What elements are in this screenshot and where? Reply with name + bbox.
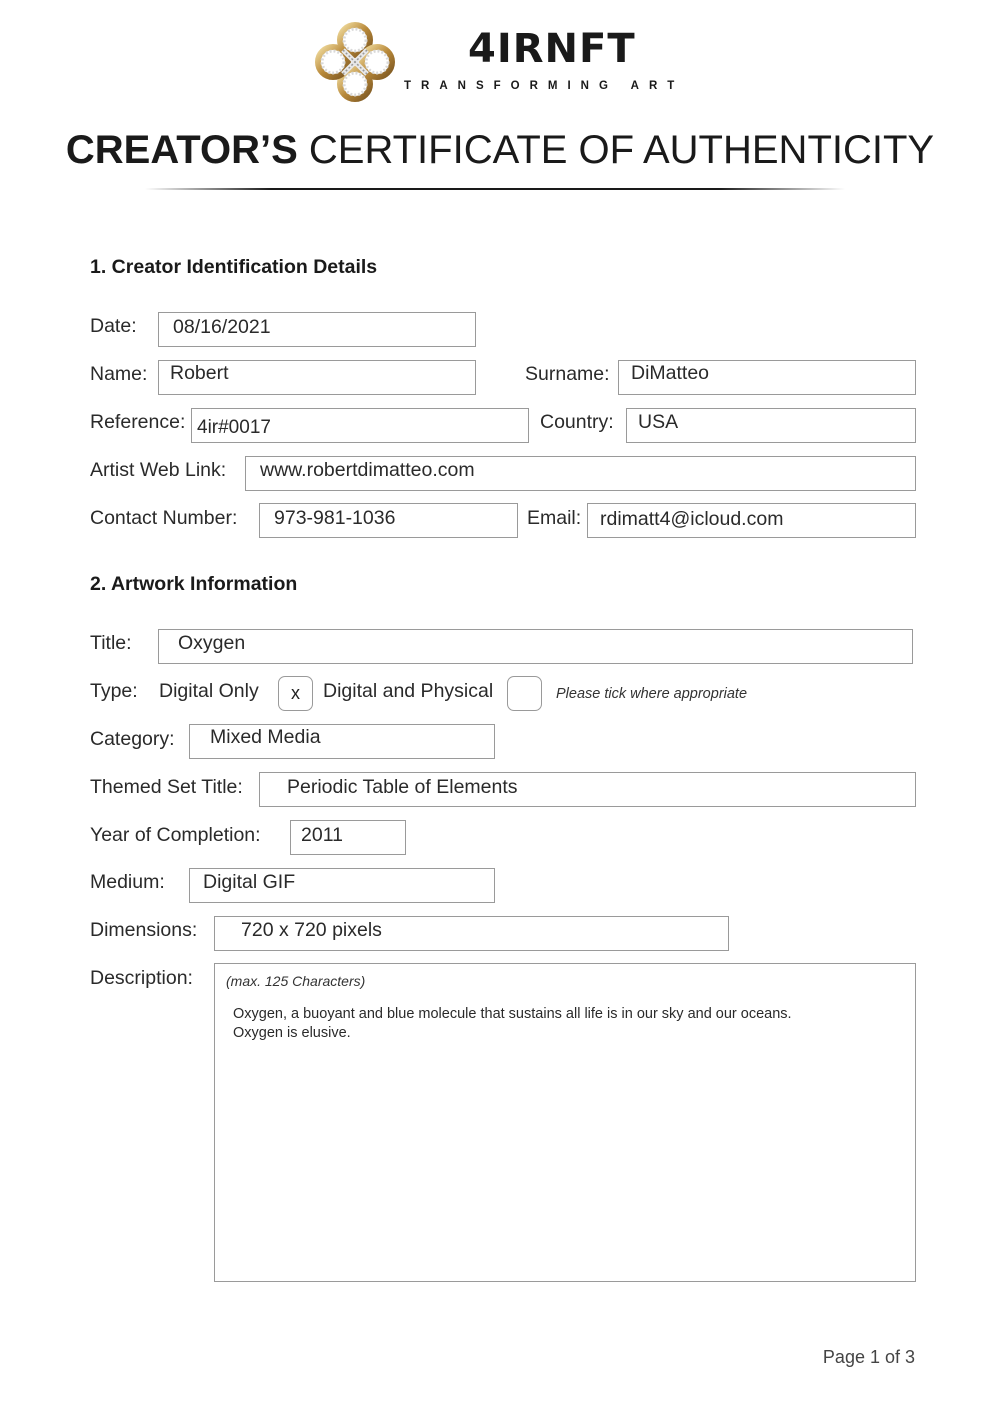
gold-diamond-knot-logo-icon [315, 22, 395, 102]
type-hint: Please tick where appropriate [556, 686, 748, 702]
date-label: Date: [90, 315, 137, 337]
category-value: Mixed Media [210, 726, 321, 748]
themed-value: Periodic Table of Elements [287, 776, 518, 798]
medium-label: Medium: [90, 871, 165, 893]
category-label: Category: [90, 728, 175, 750]
country-value: USA [638, 411, 679, 433]
dimensions-value: 720 x 720 pixels [241, 919, 382, 941]
medium-value: Digital GIF [203, 871, 296, 893]
page-number: Page 1 of 3 [822, 1347, 915, 1367]
name-label: Name: [90, 363, 148, 385]
title-value: Oxygen [178, 632, 246, 654]
page-title-bold: CREATOR’S [65, 128, 298, 172]
surname-label: Surname: [525, 363, 610, 385]
brand-name: 4IRNFT [468, 26, 636, 72]
themed-label: Themed Set Title: [90, 776, 243, 798]
section-heading-artwork: 2. Artwork Information [90, 573, 298, 595]
contact-label: Contact Number: [90, 507, 238, 529]
description-value: Oxygen, a buoyant and blue molecule that sustains all life is in our sky and our oceans. Oxygen is elusive. [233, 1006, 792, 1041]
email-value: rdimatt4@icloud.com [600, 508, 784, 530]
year-value: 2011 [301, 824, 343, 846]
brand-tagline: TRANSFORMING ART [404, 80, 685, 92]
digital-only-checkbox[interactable]: x [278, 676, 313, 711]
title-label: Title: [90, 632, 132, 654]
email-label: Email: [527, 507, 582, 529]
contact-value: 973-981-1036 [274, 507, 396, 529]
type-digital-physical-label: Digital and Physical [323, 680, 494, 702]
reference-value: 4ir#0017 [197, 417, 271, 438]
type-digital-only-label: Digital Only [159, 680, 259, 702]
description-label: Description: [90, 967, 193, 989]
date-value: 08/16/2021 [173, 316, 271, 338]
dimensions-label: Dimensions: [90, 919, 198, 941]
page-title-rest: CERTIFICATE OF AUTHENTICITY [308, 128, 935, 172]
reference-label: Reference: [90, 411, 186, 433]
section-heading-creator: 1. Creator Identification Details [90, 256, 378, 278]
page-title [0, 128, 1000, 173]
name-value: Robert [170, 362, 229, 384]
title-divider [145, 188, 845, 190]
weblink-label: Artist Web Link: [90, 459, 227, 481]
type-label: Type: [90, 680, 138, 702]
year-label: Year of Completion: [90, 824, 261, 846]
surname-value: DiMatteo [631, 362, 710, 384]
description-hint: (max. 125 Characters) [226, 973, 366, 989]
digital-physical-checkbox[interactable] [507, 676, 542, 711]
country-label: Country: [540, 411, 614, 433]
title-field[interactable] [158, 629, 913, 664]
weblink-value: www.robertdimatteo.com [260, 459, 475, 481]
